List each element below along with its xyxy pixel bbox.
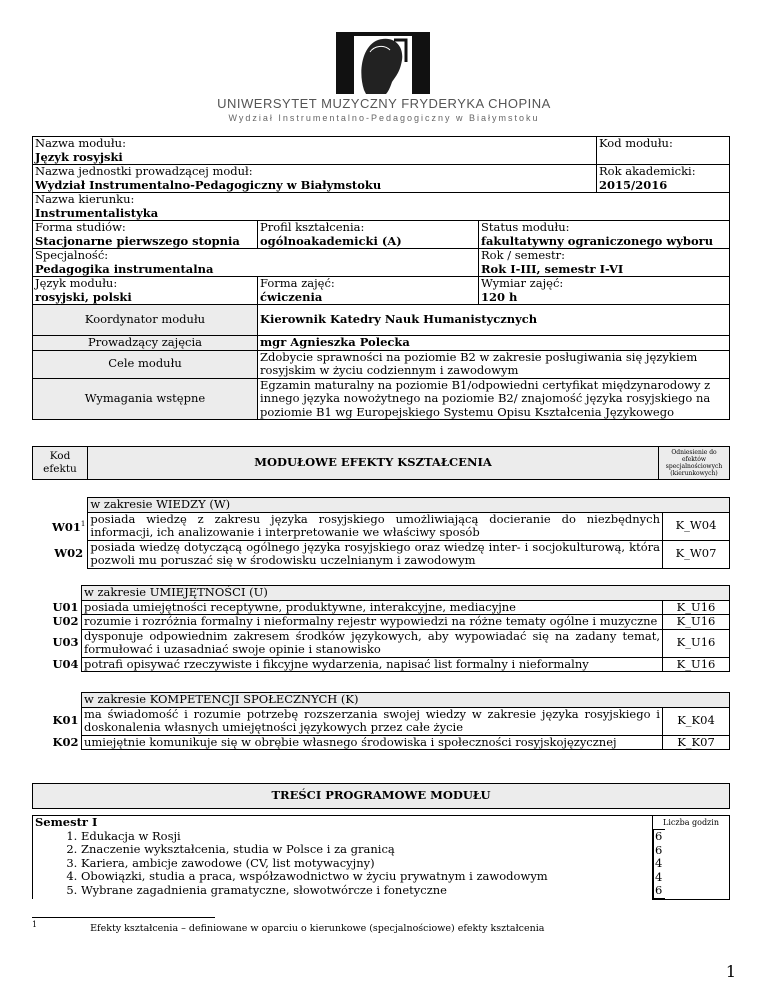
competences-heading: w zakresie KOMPETENCJI SPOŁECZNYCH (K) [82,693,730,708]
table-row [50,540,730,568]
hours-value: 4 [655,869,663,884]
semester-heading: Semestr I [35,815,98,829]
effect-code: $W01^1$ [52,519,86,534]
effect-text: rozumie i rozróżnia formalny i nieformalny rejestr wypowiedzi na różne tematy ogólne i muzyczne [82,615,663,630]
effects-header-table [32,446,730,480]
table-row [50,600,730,615]
effect-ref: K_K07 [663,735,730,750]
list-item: 4. Obowiązki, studia a praca, współzawodnictwo w życiu prywatnym i zawodowym [81,870,650,884]
semester-value: Rok I-III, semestr I-VI [481,261,624,276]
language-label: Język modułu: [35,276,118,290]
hours-value: 4 [655,856,663,870]
hours-cell [479,277,730,305]
hours-column [653,816,730,900]
requirements-label: Wymagania wstępne [33,378,258,420]
module-name-cell [33,137,597,165]
hours-value: 6 [655,842,663,857]
effect-code: U01 [52,599,79,614]
effect-code: K01 [52,713,79,728]
table-row [50,657,730,672]
status-cell [479,221,730,249]
study-form-value: Stacjonarne pierwszego stopnia [35,233,240,248]
coordinator-value: Kierownik Katedry Nauk Humanistycznych [258,305,730,336]
unit-label: Nazwa jednostki prowadzącej moduł: [35,164,253,178]
module-name-label: Nazwa modułu: [35,136,126,150]
hours-value: 6 [655,883,663,897]
content-title: TREŚCI PROGRAMOWE MODUŁU [33,784,730,809]
skills-table [50,585,730,672]
module-name-value: Język rosyjski [35,149,123,164]
effect-ref: K_U16 [663,657,730,672]
classes-cell [258,277,479,305]
profile-cell [258,221,479,249]
list-item: 1. Edukacja w Rosji [81,830,650,844]
study-form-label: Forma studiów: [35,220,126,234]
goals-value: Zdobycie sprawności na poziomie B2 w zakresie posługiwania się językiem rosyjskim w życiu codziennym i zawodowym [258,350,730,378]
effect-text: posiada wiedzę dotyczącą ogólnego języka rosyjskiego oraz wiedzę inter- i socjokulturową, która pozwoli mu poruszać się w środowisku uczelnianym i zawodowym [88,540,663,568]
effects-title: MODUŁOWE EFEKTY KSZTAŁCENIA [88,447,659,480]
skills-heading: w zakresie UMIEJĘTNOŚCI (U) [82,586,730,601]
content-table [32,815,730,900]
classes-label: Forma zajęć: [260,276,335,290]
effect-ref: K_U16 [663,615,730,630]
effect-ref: K_W04 [663,512,730,540]
footnote [32,920,732,934]
table-row [50,707,730,735]
effects-ref-header: Odniesienie do efektów specjalnościowych (kierunkowych) [659,447,730,480]
hours-value: 120 h [481,289,518,304]
university-logo [336,32,430,94]
effect-ref: K_K04 [663,707,730,735]
table-row [50,735,730,750]
effect-text: umiejętnie komunikuje się w obrębie własnego środowiska i społeczności rosyjskojęzycznej [82,735,663,750]
module-info-table [32,136,730,420]
requirements-value: Egzamin maturalny na poziomie B1/odpowiedni certyfikat międzynarodowy z innego języka nowożytnego na poziomie B2/ znajomość języka rosyjskiego na poziomie B1 wg Europejskiego Systemu Opisu Kształcenia Językowego [258,378,730,420]
field-value: Instrumentalistyka [35,205,159,220]
language-value: rosyjski, polski [35,289,132,304]
status-label: Status modułu: [481,220,570,234]
profile-value: ogólnoakademicki (A) [260,233,402,248]
teacher-value: mgr Agnieszka Polecka [258,336,730,351]
specialty-label: Specjalność: [35,248,109,262]
content-title-table [32,783,730,809]
effect-text: posiada umiejętności receptywne, produktywne, interakcyjne, mediacyjne [82,600,663,615]
field-cell [33,193,730,221]
footnote-separator [32,917,215,918]
university-name: UNIWERSYTET MUZYCZNY FRYDERYKA CHOPINA [217,96,551,111]
effect-code: U02 [52,614,79,628]
semester-label: Rok / semestr: [481,248,566,262]
teacher-label: Prowadzący zajęcia [33,336,258,351]
unit-cell [33,165,597,193]
year-label: Rok akademicki: [599,164,696,178]
content-cell [33,816,653,900]
effect-code-header: Kod efektu [33,447,88,480]
specialty-value: Pedagogika instrumentalna [35,261,214,276]
list-item: 5. Wybrane zagadnienia gramatyczne, słowotwórcze i fonetyczne [81,884,650,898]
department-name: Wydział Instrumentalno-Pedagogiczny w Białymstoku [228,113,540,123]
study-form-cell [33,221,258,249]
page-number: 1 [725,962,736,981]
field-label: Nazwa kierunku: [35,192,135,206]
classes-value: ćwiczenia [260,289,323,304]
effect-code: W02 [54,546,84,561]
hours-value: 6 [655,829,663,843]
knowledge-table [50,497,730,569]
goals-label: Cele modułu [33,350,258,378]
table-row [50,615,730,630]
effect-text: posiada wiedzę z zakresu języka rosyjskiego umożliwiającą docieranie do niezbędnych informacji, ich analizowanie i interpretowanie we właściwy sposób [88,512,663,540]
content-list [35,830,650,898]
effect-text: ma świadomość i rozumie potrzebę rozszerzania swojej wiedzy w zakresie języka rosyjskiego i doskonalenia własnych umiejętności językowych przez całe życie [82,707,663,735]
language-cell [33,277,258,305]
footnote-mark: 1 [32,920,38,929]
hours-label: Wymiar zajęć: [481,276,564,290]
effect-code: U03 [52,635,79,650]
profile-label: Profil kształcenia: [260,220,365,234]
effect-text: potrafi opisywać rzeczywiste i fikcyjne wydarzenia, napisać list formalny i nieformalny [82,657,663,672]
effect-text: dysponuje odpowiednim zakresem środków językowych, aby wypowiadać się na zadany temat, formułować i uzasadniać swoje opinie i stanowisko [82,629,663,657]
competences-table [50,692,730,750]
year-value: 2015/2016 [599,177,668,192]
footnote-text: Efekty kształcenia – definiowane w oparciu o kierunkowe (specjalnościowe) efekty kształcenia [90,923,545,935]
list-item: 2. Znaczenie wykształcenia, studia w Polsce i za granicą [81,843,650,857]
specialty-cell [33,249,479,277]
year-cell [597,165,730,193]
module-code-label: Kod modułu: [599,136,673,150]
list-item: 3. Kariera, ambicje zawodowe (CV, list motywacyjny) [81,857,650,871]
coordinator-label: Koordynator modułu [33,305,258,336]
effect-code: U04 [52,656,79,671]
effect-ref: K_U16 [663,600,730,615]
module-code-cell [597,137,730,165]
effect-ref: K_U16 [663,629,730,657]
effect-ref: K_W07 [663,540,730,568]
table-row [50,629,730,657]
unit-value: Wydział Instrumentalno-Pedagogiczny w Białymstoku [35,177,382,192]
table-row [50,512,730,540]
effect-code: K02 [52,734,79,749]
status-value: fakultatywny ograniczonego wyboru [481,233,714,248]
semester-cell [479,249,730,277]
hours-column-label: Liczba godzin [663,818,719,827]
knowledge-heading: w zakresie WIEDZY (W) [88,498,730,513]
